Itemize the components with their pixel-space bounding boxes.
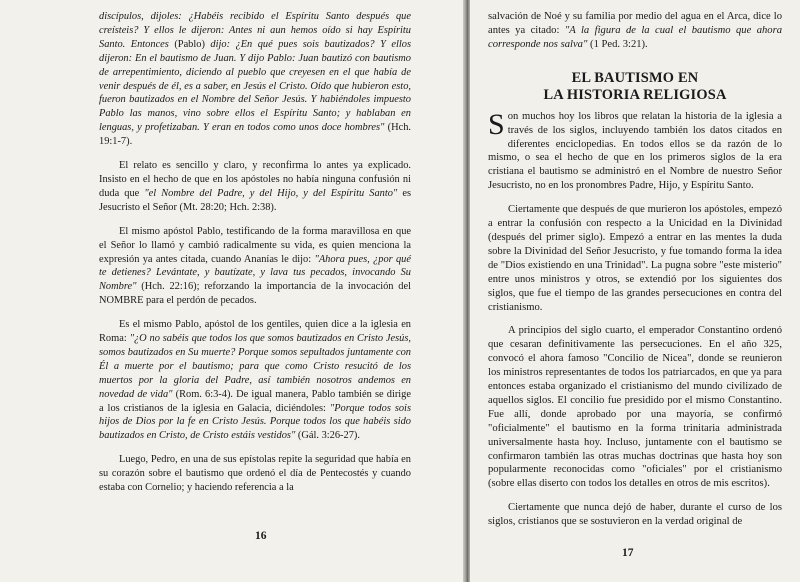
- paragraph: Luego, Pedro, en una de sus epístolas repite la seguridad que había en su corazón sobre el bautismo que ordenó el día de Pentecostés y cuando estaba con Cornelio; y haciendo referencia a la: [99, 454, 411, 494]
- paragraph: El relato es sencillo y claro, y reconfirma lo antes ya explicado. Insisto en el hecho de que en los apóstoles no había ninguna confusión ni duda que "el Nombre del Padre, y del Hijo, y del Espíritu Santo" es Jesucristo el Señor (Mt. 28:20; Hch. 2:38).: [99, 160, 411, 213]
- page-number: 16: [255, 530, 267, 542]
- section-heading: EL BAUTISMO EN LA HISTORIA RELIGIOSA: [543, 69, 727, 103]
- paragraph: Ciertamente que después de que murieron los apóstoles, empezó a entrar la confusión con respecto a la Unicidad en la Divinidad (después del primer siglo). Empezó a entrar en las mentes la duda sobre la Divinidad del Señor Jesucristo, y fue tomando forma la idea de "Dios existiendo en una Trinidad". La pugna sobre "este misterio" entre unos ministros y otros, se extendió por los siguientes dos siglos, que fue el tiempo de las grandes persecuciones en contra del cristianismo.: [488, 204, 782, 313]
- drop-cap: S: [488, 107, 505, 141]
- paragraph: discípulos, dijoles: ¿Habéis recibido el Espíritu Santo después que creísteis? Y ellos le dijeron: Antes ni aun hemos oído si hay Espíritu Santo. Entonces (Pablo) dijo: ¿En qué pues sois bautizados? Y ellos dijeron: En el bautismo de Juan. Y dijo Pablo: Juan bautizó con bautismo de arrepentimiento, diciendo al pueblo que creyesen en el que había de venir después de él, es a saber, en Jesús el Cristo. Oído que hubieron esto, fueron bautizados en el Nombre del Señor Jesús. Y habiéndoles impuesto Pablo las manos, vino sobre ellos el Espíritu Santo; y hablaban en lenguas, y profetizaban. Y eran en todos como unos doce hombres" (Hch. 19:1-7).: [99, 11, 412, 148]
- paragraph: Son muchos hoy los libros que relatan la historia de la iglesia a través de los siglos, incluyendo también los datos citados en diferentes enciclopedias. En todos ellos se da razón de lo mismo, o sea el hecho de que en los primeros siglos de la era cristiana el bautismo se administró en el Nombre de nuestro Señor Jesucristo, no en los pronombres Padre, Hijo, y Espíritu Santo.: [488, 107, 782, 192]
- paragraph: Es el mismo Pablo, apóstol de los gentiles, quien dice a la iglesia en Roma: "¿O no sabéis que todos los que somos bautizados en Cristo Jesús, somos bautizados en Su muerte? Porque somos sepultados juntamente con Él a muerte por el bautismo; para que como Cristo resucitó de los muertos por la gloria del Padre, así también nosotros andemos en novedad de vida" (Rom. 6:3-4). De igual manera, Pablo también se dirige a los cristianos de la iglesia en Galacia, diciéndoles: "Porque todos sois hijos de Dios por la fe en Cristo Jesús. Porque todos los que habéis sido bautizados en Cristo, de Cristo estáis vestidos" (Gál. 3:26-27).: [99, 319, 411, 442]
- page-number: 17: [622, 547, 634, 559]
- paragraph: Ciertamente que nunca dejó de haber, durante el curso de los siglos, cristianos que se sostuvieron en la verdad original de: [488, 502, 782, 528]
- paragraph: salvación de Noé y su familia por medio del agua en el Arca, dice lo antes ya citado: "A la figura de la cual el bautismo que ahora corresponde nos salva" (1 Ped. 3:21).: [488, 11, 783, 50]
- book-gutter: [463, 0, 470, 582]
- paragraph: El mismo apóstol Pablo, testificando de la forma maravillosa en que el Señor lo llamó y cambió radicalmente su vida, es quien menciona la expresión ya antes citada, cuando Ananías le dijo: "Ahora pues, ¿por qué te detienes? Levántate, y bautízate, y lava tus pecados, invocando Su Nombre" (Hch. 22:16); reforzando la importancia de la invocación del NOMBRE para el perdón de pecados.: [99, 225, 411, 307]
- right-page: [470, 0, 800, 582]
- paragraph: A principios del siglo cuarto, el emperador Constantino ordenó que cesaran definitivamente las persecuciones. En el año 325, convocó el ahora famoso "Concilio de Nicea", donde se reunieron los ministros representantes de todos los patriarcados, en que ya para entonces estaba organizado el cristianismo del mundo civilizado de aquellos siglos. El concilio fue presidido por el mismo Constantino. Fue allí, donde aprobado por una mayoría, se confirmó "oficialmente" el bautismo en la forma trinitaria administrada universalmente hasta hoy. Incluso, juntamente con el bautismo se confirmaron también las otras muchas doctrinas que hasta hoy son popularmente reconocidas como "oficiales" por el cristianismo (sobre ellas diserto con todos los detalles en otros de mis escritos).: [488, 325, 782, 490]
